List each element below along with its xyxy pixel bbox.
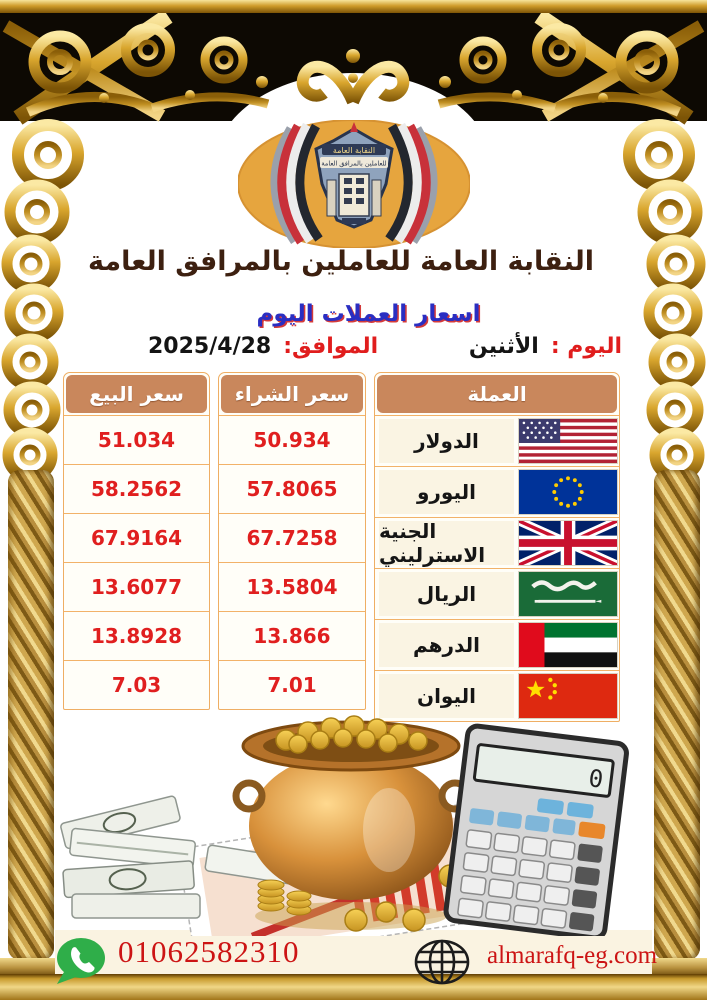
website-url: almarafq-eg.com (487, 942, 658, 969)
uk-flag-icon (519, 521, 617, 565)
buy-price-dollar: 50.934 (219, 415, 365, 464)
currency-column (374, 372, 620, 722)
currency-name: الجنية الاسترليني (379, 521, 514, 565)
page-title: النقابة العامة للعاملين بالمرافق العامة (88, 246, 594, 277)
sell-price-header: سعر البيع (66, 375, 207, 413)
buy-price-euro: 57.8065 (219, 464, 365, 513)
buy-price-riyal: 13.5804 (219, 562, 365, 611)
buy-price-header: سعر الشراء (221, 375, 363, 413)
sell-price-column (63, 372, 210, 710)
date-group (148, 334, 378, 359)
calculator-on-button (578, 821, 606, 839)
sell-price-euro: 58.2562 (64, 464, 209, 513)
currency-row-dollar (375, 415, 619, 466)
day-value: الأثنين (468, 334, 539, 359)
currency-row-riyal (375, 568, 619, 619)
whatsapp-icon (50, 936, 112, 986)
currency-name: الدرهم (379, 623, 514, 667)
currency-row-dirham (375, 619, 619, 670)
svg-text:النقابة العامة: النقابة العامة (332, 146, 376, 155)
page-subtitle: اسعار العملات اليوم (256, 301, 481, 327)
frame-right-column (654, 470, 700, 960)
buy-price-sterling: 67.7258 (219, 513, 365, 562)
date-label: الموافق: (283, 334, 379, 359)
syndicate-logo (238, 120, 470, 248)
svg-text:للعاملين بالمرافق العامة: للعاملين بالمرافق العامة (321, 159, 387, 168)
currency-name: الريال (379, 572, 514, 616)
sell-price-yuan: 7.03 (64, 660, 209, 709)
frame-left-column (8, 470, 54, 960)
phone-number: 01062582310 (118, 934, 300, 969)
frame-top-bar (0, 0, 707, 13)
date-value: 2025/4/28 (148, 334, 272, 359)
sell-price-sterling: 67.9164 (64, 513, 209, 562)
currency-row-euro (375, 466, 619, 517)
sell-price-dollar: 51.034 (64, 415, 209, 464)
day-label: اليوم : (550, 334, 622, 359)
currency-name: الدولار (379, 419, 514, 463)
money-pot-illustration (56, 704, 650, 936)
saudi-flag-icon (519, 572, 617, 616)
eu-flag-icon (519, 470, 617, 514)
sell-price-dirham: 13.8928 (64, 611, 209, 660)
currency-row-sterling (375, 517, 619, 568)
currency-header: العملة (377, 375, 617, 413)
calculator (445, 725, 628, 936)
date-bar (148, 334, 622, 359)
uae-flag-icon (519, 623, 617, 667)
usa-flag-icon (519, 419, 617, 463)
calculator-display: 0 (587, 764, 605, 794)
currency-name: اليوان (379, 674, 514, 718)
buy-price-yuan: 7.01 (219, 660, 365, 709)
buy-price-column (218, 372, 366, 710)
globe-icon (413, 938, 471, 986)
buy-price-dirham: 13.866 (219, 611, 365, 660)
currency-name: اليورو (379, 470, 514, 514)
day-group (469, 334, 622, 359)
sell-price-riyal: 13.6077 (64, 562, 209, 611)
